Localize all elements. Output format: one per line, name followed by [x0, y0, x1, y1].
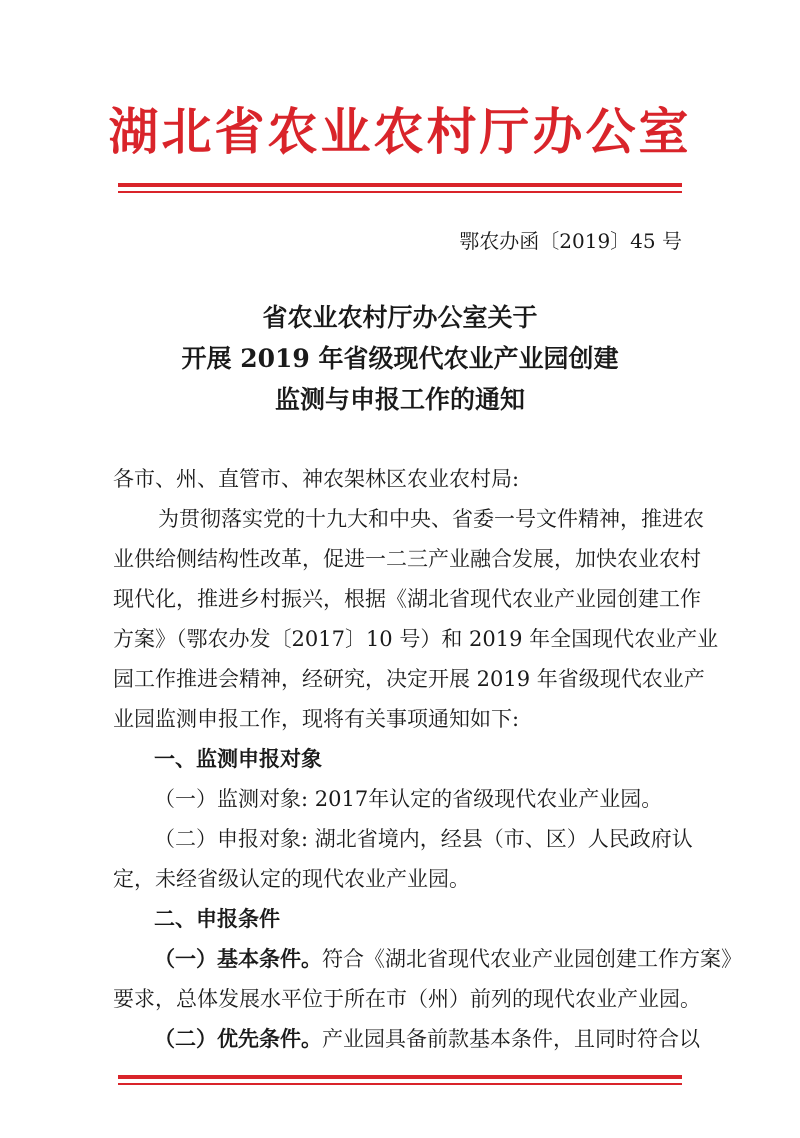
- header-red-rule-thick: [118, 183, 682, 187]
- footer-red-rule-thick: [118, 1075, 682, 1079]
- paragraph-text: 业供给侧结构性改革，促进一二三产业融合发展，加快农业农村: [113, 547, 701, 571]
- paragraph-text: 业园监测申报工作，现将有关事项通知如下:: [113, 707, 520, 731]
- paragraph-text: 现代化，推进乡村振兴，根据《湖北省现代农业产业园创建工作: [113, 587, 701, 611]
- issuing-office-title: 湖北省农业农村厅办公室: [108, 103, 692, 161]
- section-2-item-1: [154, 944, 742, 974]
- section-2-heading: 二、申报条件: [154, 906, 280, 931]
- section-2-item-2: [154, 1024, 700, 1054]
- header-red-rule-thin: [118, 191, 682, 193]
- paragraph-text: 为贯彻落实党的十九大和中央、省委一号文件精神，推进农: [158, 507, 704, 531]
- salutation: 各市、州、直管市、神农架林区农业农村局:: [113, 467, 520, 491]
- section-2-item-1-label: （一）基本条件。: [154, 946, 322, 971]
- paragraph-text: 方案》（鄂农办发〔2017〕10 号）和 2019 年全国现代农业产业: [113, 627, 719, 651]
- section-1-item-2: （二）申报对象: 湖北省境内，经县（市、区）人民政府认: [154, 827, 693, 851]
- notice-title-line-3: 监测与申报工作的通知: [274, 385, 525, 414]
- section-2-item-2-label: （二）优先条件。: [154, 1026, 322, 1051]
- document-number: 鄂农办函〔2019〕45 号: [459, 229, 682, 253]
- section-1-item-1: （一）监测对象: 2017年认定的省级现代农业产业园。: [154, 787, 663, 811]
- notice-title-line-1: 省农业农村厅办公室关于: [262, 303, 538, 332]
- footer-red-rule-thin: [118, 1083, 682, 1085]
- section-1-item-2-cont: 定，未经省级认定的现代农业产业园。: [113, 867, 470, 891]
- section-2-item-1-text: 符合《湖北省现代农业产业园创建工作方案》: [322, 947, 742, 971]
- section-1-heading: 一、监测申报对象: [154, 746, 322, 771]
- notice-title-line-2: 开展 2019 年省级现代农业产业园创建: [181, 344, 619, 373]
- paragraph-text: 园工作推进会精神，经研究，决定开展 2019 年省级现代农业产: [113, 667, 705, 691]
- section-2-item-1-cont: 要求，总体发展水平位于所在市（州）前列的现代农业产业园。: [113, 987, 701, 1011]
- section-2-item-2-text: 产业园具备前款基本条件，且同时符合以: [322, 1027, 700, 1051]
